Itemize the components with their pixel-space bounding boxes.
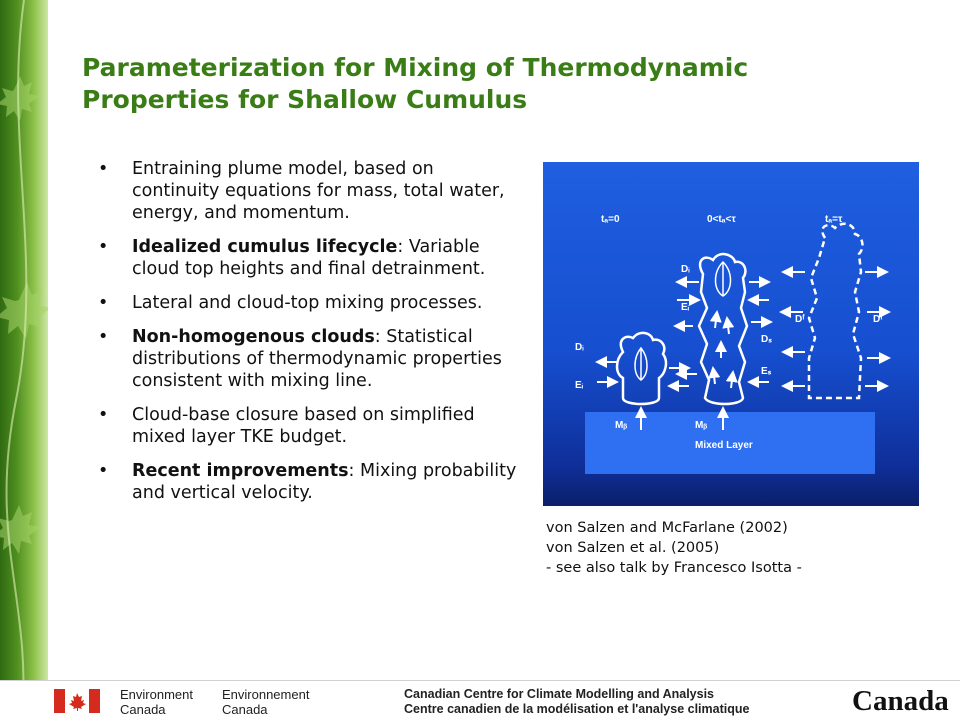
canada-flag-icon: [54, 689, 100, 713]
bullet-item: [98, 292, 518, 314]
bullet-text: Entraining plume model, based on continuity equations for mass, total water, energy, and momentum.: [132, 159, 505, 223]
reference-line: von Salzen and McFarlane (2002): [546, 520, 788, 536]
bullet-heading: Idealized cumulus lifecycle: [132, 237, 398, 257]
bullet-item: [98, 404, 518, 448]
department-name-fr: [222, 687, 309, 717]
dept-en-line-1: Environment: [120, 687, 193, 702]
label-di-young: Dᵢ: [575, 342, 584, 353]
bullet-text: Cloud-base closure based on simplified mixed layer TKE budget.: [132, 405, 475, 447]
footer: [0, 680, 960, 721]
centre-name: [404, 687, 749, 717]
bullet-item: [98, 460, 518, 504]
department-name-en: [120, 687, 193, 717]
slide-title-line-1: Parameterization for Mixing of Thermodynamic: [82, 53, 749, 82]
centre-name-fr: Centre canadien de la modélisation et l'analyse climatique: [404, 702, 750, 716]
bullet-heading: Recent improvements: [132, 461, 349, 481]
decorative-leaf-band: [0, 0, 48, 680]
bullet-item: [98, 158, 518, 224]
references: [546, 518, 926, 578]
label-es: Eₛ: [761, 366, 772, 377]
label-mb-mature: Mᵦ: [695, 420, 708, 431]
label-df-right: Dᶠ: [873, 314, 883, 325]
time-label-end: tₐ=τ: [825, 214, 843, 225]
dept-fr-line-1: Environnement: [222, 687, 310, 702]
dept-en-line-2: Canada: [120, 702, 166, 717]
bullet-heading: Non-homogenous clouds: [132, 327, 375, 347]
bullet-list: [98, 158, 518, 516]
canada-wordmark: Canada: [852, 685, 949, 717]
bullet-text: : Variable cloud top heights and final detrainment.: [132, 237, 486, 279]
cumulus-lifecycle-diagram: [543, 162, 919, 506]
bullet-text: : Mixing probability and vertical velocity.: [132, 461, 517, 503]
label-ei-young: Eᵢ: [575, 380, 584, 391]
label-ds: Dₛ: [761, 334, 772, 345]
label-df-left: Dᶠ: [795, 314, 805, 325]
slide-title-line-2: Properties for Shallow Cumulus: [82, 85, 528, 114]
label-mixed-layer: Mixed Layer: [695, 440, 753, 451]
centre-name-en: Canadian Centre for Climate Modelling and Analysis: [404, 687, 715, 701]
dept-fr-line-2: Canada: [222, 702, 268, 717]
time-label-start: tₐ=0: [601, 214, 620, 225]
time-label-middle: 0<tₐ<τ: [707, 214, 736, 225]
bullet-text: Lateral and cloud-top mixing processes.: [132, 293, 483, 313]
reference-line: von Salzen et al. (2005): [546, 540, 720, 556]
bullet-text: : Statistical distributions of thermodynamic properties consistent with mixing line.: [132, 327, 502, 391]
label-mb-young: Mᵦ: [615, 420, 628, 431]
bullet-item: [98, 326, 518, 392]
slide-title: [82, 52, 922, 116]
label-ei-mature: Eᵢ: [681, 302, 690, 313]
reference-line: - see also talk by Francesco Isotta -: [546, 560, 802, 576]
label-di-mature: Dᵢ: [681, 264, 690, 275]
cloud-decaying: [809, 224, 862, 398]
maple-leaf-icon: [0, 0, 48, 680]
bullet-item: [98, 236, 518, 280]
